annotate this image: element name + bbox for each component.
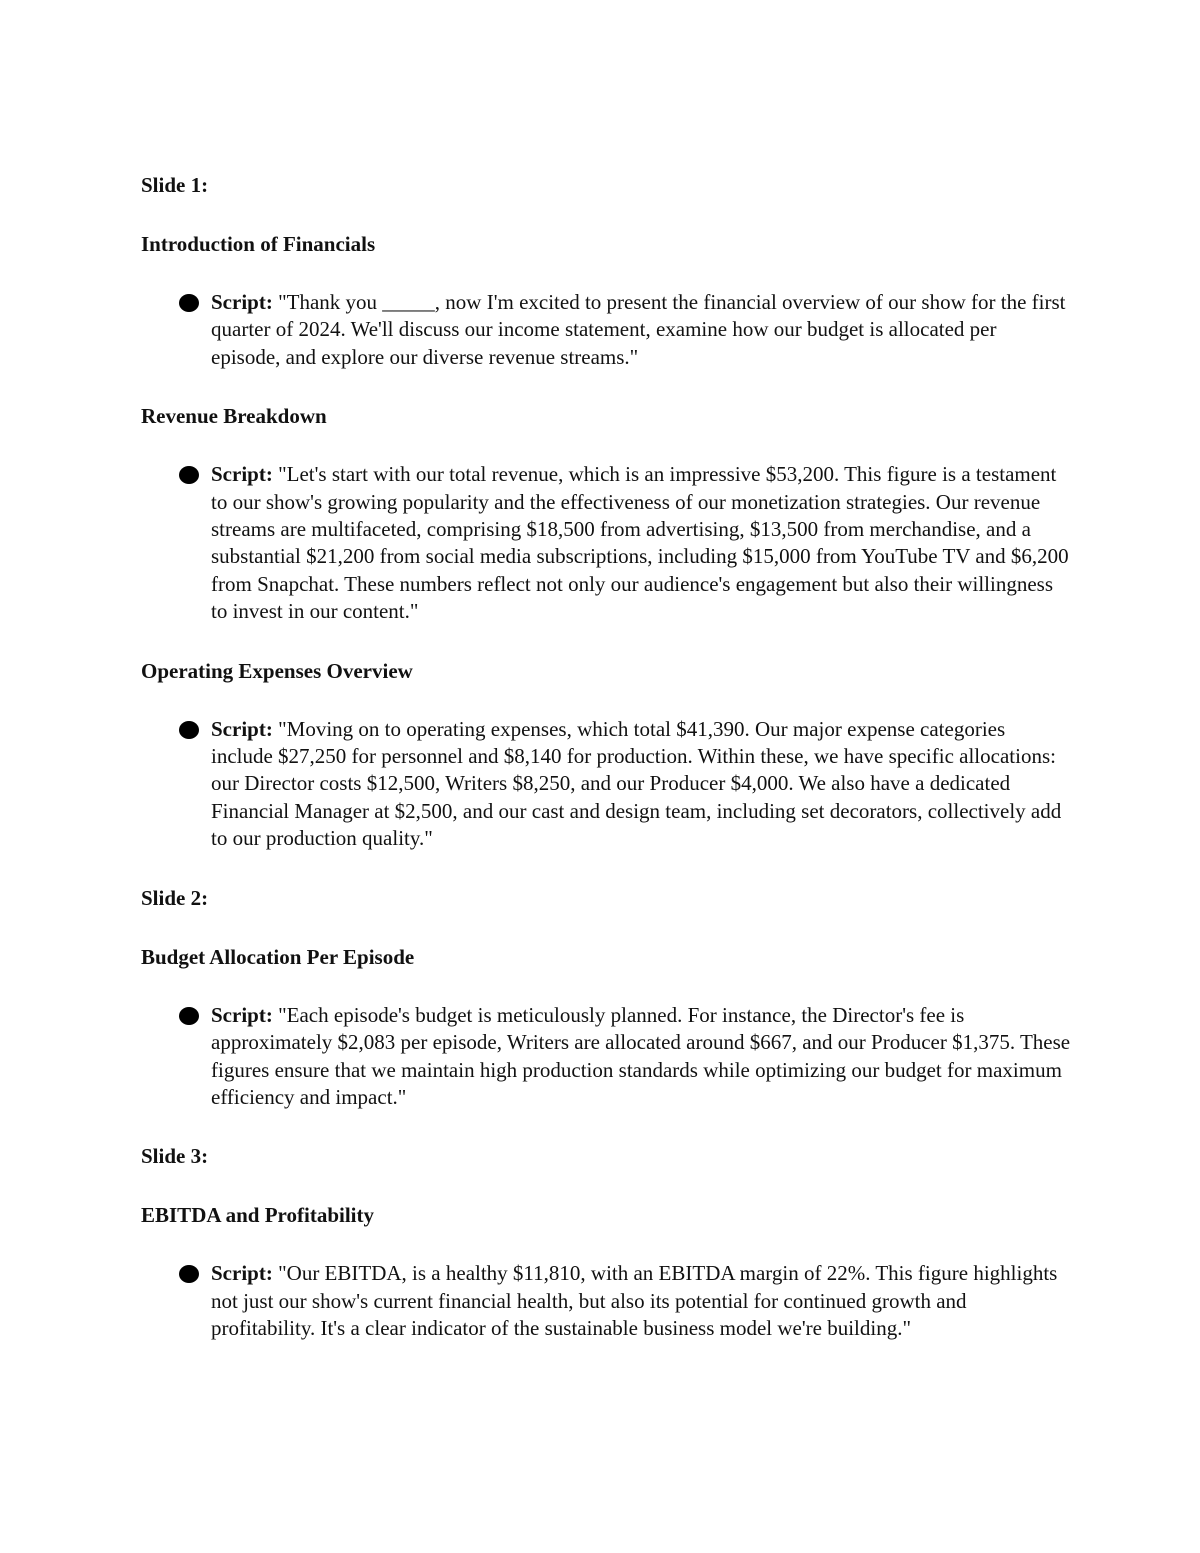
slide-3-label: Slide 3: [141,1144,209,1169]
slide-1-label: Slide 1: [141,173,209,197]
bullet-text [211,461,1071,625]
script-text: "Each episode's budget is meticulously planned. For instance, the Director's fee is approximately $2,083 per episode, Writers are allocated around $667, and our Producer $1,375. These figures ensure that we maintain high production standards while optimizing our budget for maximum efficiency and impact." [211,1002,1071,1109]
bullet-text [211,1260,1071,1342]
bullet-icon [179,721,199,739]
introduction-heading: Introduction of Financials [141,232,376,256]
budget-allocation-script-bullet [141,1002,1071,1112]
bullet-icon [179,294,199,312]
operating-expenses-script-bullet [141,716,1071,853]
bullet-icon [179,466,199,484]
script-label: Script: [211,1261,273,1286]
script-label: Script: [211,462,273,487]
revenue-script-bullet [141,461,1071,625]
script-label: Script: [211,716,273,741]
script-text: "Our EBITDA, is a healthy $11,810, with an EBITDA margin of 22%. This figure highlights not just our show's current financial health, but also its potential for continued growth and profitability. It's a clear indicator of the sustainable business model we're building." [211,1261,1058,1341]
ebitda-script-bullet [141,1260,1071,1342]
script-text: "Moving on to operating expenses, which total $41,390. Our major expense categories include $27,250 for personnel and $8,140 for production. Within these, we have specific allocations: our Director costs $12,500, Writers $8,250, and our Producer $4,000. We also have a dedicated Financial Manager at $2,500, and our cast and design team, including set decorators, collectively add to our production quality." [211,716,1062,851]
bullet-icon [179,1007,199,1025]
bullet-icon [179,1265,199,1283]
script-label: Script: [211,1002,273,1027]
introduction-script-bullet [141,289,1071,371]
operating-expenses-heading: Operating Expenses Overview [141,658,413,683]
script-label: Script: [211,290,273,314]
budget-allocation-heading: Budget Allocation Per Episode [141,944,415,969]
document-page [141,171,1071,1374]
bullet-text [211,289,1071,371]
bullet-text [211,716,1071,853]
script-text: "Let's start with our total revenue, which is an impressive $53,200. This figure is a testament to our show's growing popularity and the effectiveness of our monetization strategies. Our revenue streams are multifaceted, comprising $18,500 from advertising, $13,500 from merchandise, and a substantial $21,200 from social media subscriptions, including $15,000 from YouTube TV and $6,200 from Snapchat. These numbers reflect not only our audience's engagement but also their willingness to invest in our content." [211,462,1069,624]
revenue-breakdown-heading: Revenue Breakdown [141,404,327,429]
ebitda-heading: EBITDA and Profitability [141,1203,374,1228]
bullet-text [211,1002,1071,1112]
script-text: "Thank you _____, now I'm excited to present the financial overview of our show for the first quarter of 2024. We'll discuss our income statement, examine how our budget is allocated per episode, and explore our diverse revenue streams." [211,290,1066,369]
slide-2-label: Slide 2: [141,885,209,910]
